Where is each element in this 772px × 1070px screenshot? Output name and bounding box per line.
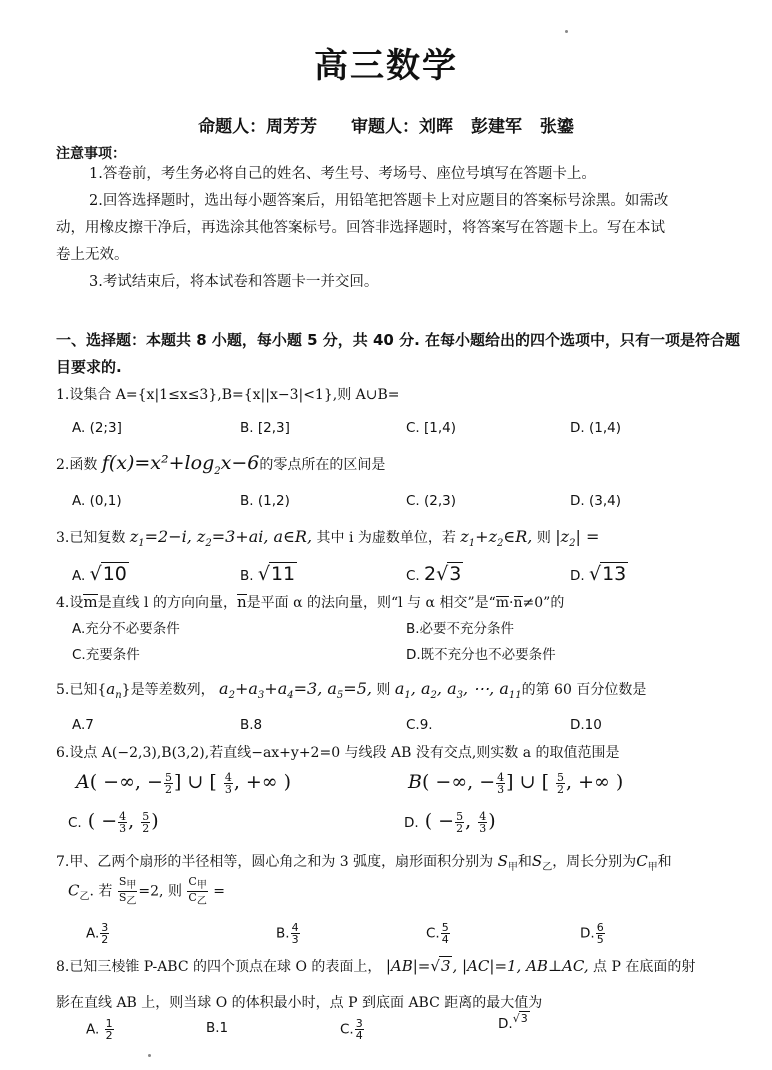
q1-option-b: B. [2,3] xyxy=(240,420,290,436)
note-item-2-line3: 卷上无效。 xyxy=(56,247,129,263)
q5-option-a: A.7 xyxy=(72,717,94,733)
q1-option-d: D. (1,4) xyxy=(570,420,621,436)
q5-option-b: B.8 xyxy=(240,717,263,733)
q7-l1d: 和 xyxy=(657,854,672,870)
q4-option-c: C.充要条件 xyxy=(72,647,140,663)
notes-heading: 注意事项： xyxy=(56,146,126,162)
q8-stem-line1 xyxy=(56,956,695,976)
q7-b-label: B. xyxy=(276,925,290,942)
q2-option-c: C. (2,3) xyxy=(406,493,457,509)
q1-option-c: C. [1,4) xyxy=(406,420,457,436)
q2-formula: $f(x)=x^2+\log_2x-6$ xyxy=(101,452,260,477)
q3-option-a: A. √10 xyxy=(72,563,127,585)
q7-option-c: C. $\frac{5}{4}$ xyxy=(426,921,449,946)
q1-option-a: A. (2;3] xyxy=(72,420,122,436)
author-line xyxy=(0,112,772,137)
note-item-1: 1.答卷前，考生务必将自己的姓名、考生号、考场号、座位号填写在答题卡上。 xyxy=(89,166,596,182)
q8-option-c: C. $\frac{3}{4}$ xyxy=(340,1017,363,1042)
q5-option-d: D.10 xyxy=(570,717,602,733)
q6-c-label: C. xyxy=(68,815,82,831)
q8-a-label: A. xyxy=(86,1021,100,1038)
q7-l1: 7.甲、乙两个扇形的半径相等，圆心角之和为 3 弧度，扇形面积分别为 xyxy=(56,854,494,870)
q8-option-b: B.1 xyxy=(206,1020,229,1036)
q3-option-d: D. √13 xyxy=(570,563,627,585)
q6-d-label: D. xyxy=(404,815,419,831)
q8-c-label: C. xyxy=(340,1021,354,1038)
q4-option-d: D.既不充分也不必要条件 xyxy=(406,647,556,663)
q5-option-c: C.9. xyxy=(406,717,433,733)
q3-stem xyxy=(56,527,599,549)
q6-option-b: B( −∞, − $\frac{4}{3}$ ] ∪ [ $\frac{5}{2}$ , +∞ ) xyxy=(408,770,624,796)
q3-mid: 其中 i 为虚数单位，若 xyxy=(316,530,456,546)
reviewer-3: 张鎏 xyxy=(539,117,574,137)
q3-formula-2: $z_1+z_2\in R$, xyxy=(460,527,533,550)
q8-stem-line2: 影在直线 AB 上，则当球 O 的体积最小时，点 P 到底面 ABC 距离的最大值为 xyxy=(56,995,543,1011)
q3-a-label: A. xyxy=(72,568,86,584)
q4-p4: ≠0”的 xyxy=(522,595,565,611)
reviewers: 审题人：刘晖 xyxy=(351,117,454,137)
q8-l1b: 点 P 在底面的射 xyxy=(593,959,696,975)
q2-option-a: A. (0,1) xyxy=(72,493,122,509)
q4-p1: 4.设 xyxy=(56,595,84,611)
q5-formula: $a_2+a_3+a_4=3$, $a_5=5$, xyxy=(219,679,372,702)
q3-a-val: 10 xyxy=(102,563,127,585)
q7-option-d: D. $\frac{6}{5}$ xyxy=(580,921,604,946)
composer: 命题人：周芳芳 xyxy=(198,117,318,137)
q5-sequence: $a_1$, $a_2$, $a_3$, ⋯, $a_{11}$ xyxy=(394,679,522,702)
q4-option-b: B.必要不充分条件 xyxy=(406,621,515,637)
q6-option-c: C. ( − $\frac{4}{3}$ , $\frac{5}{2}$ ) xyxy=(68,809,159,835)
section-heading: 一、选择题：本题共 8 小题，每小题 5 分，共 40 分. 在每小题给出的四个选项中，只有一项是符合题目要求的. xyxy=(56,331,741,376)
q7-stem-line1: 7.甲、乙两个扇形的半径相等，圆心角之和为 3 弧度，扇形面积分别为 $S_甲$和$S_乙$，周长分别为$C_甲$和 xyxy=(56,852,672,873)
q4-p2: 是直线 l 的方向向量， xyxy=(97,595,237,611)
q7-option-a: A. $\frac{3}{2}$ xyxy=(86,921,109,946)
q8-option-a: A. $\frac{1}{2}$ xyxy=(86,1017,113,1042)
q8-formula: |AB|=√3 , |AC|=1, AB⊥AC, xyxy=(385,957,589,975)
q5-stem: 5.已知$\{a_n\}$是等差数列， $a_2+a_3+a_4=3$, $a_5=5$, 则 $a_1$, $a_2$, $a_3$, ⋯, $a_{11}$的第 60 百分位数是 xyxy=(56,679,647,702)
q7-d-label: D. xyxy=(580,925,595,942)
vector-n: n xyxy=(236,593,247,611)
q2-option-b: B. (1,2) xyxy=(240,493,290,509)
q4-p3: 是平面 α 的法向量，则“l 与 α 相交”是“ xyxy=(246,595,496,611)
q2-pre: 2.函数 xyxy=(56,457,98,473)
q3-b-val: 11 xyxy=(270,563,296,585)
page-title: 高三数学 xyxy=(314,46,458,86)
q4-stem: 4.设m是直线 l 的方向向量，n是平面 α 的法向量，则“l 与 α 相交”是“m·n≠0”的 xyxy=(56,593,565,611)
q7-l2: 若 xyxy=(98,883,113,900)
note-item-3: 3.考试结束后，将本试卷和答题卡一并交回。 xyxy=(89,274,379,290)
vector-m-2: m xyxy=(495,595,510,611)
q5-pre: 5.已知{ xyxy=(56,682,107,698)
q3-d-val: 13 xyxy=(602,563,627,585)
reviewer-2: 彭建军 xyxy=(470,117,522,137)
q3-c-val: 3 xyxy=(449,563,462,585)
q3-formula-1: $z_1=2-i$, $z_2=3+ai$, a∈R, xyxy=(129,527,313,550)
vector-m: m xyxy=(83,593,98,611)
q8-option-d: D.$^{√3}$ xyxy=(498,1012,528,1032)
q2-post: 的零点所在的区间是 xyxy=(259,457,386,473)
q1-stem: 1.设集合 A={x|1≤x≤3},B={x||x−3|<1},则 A∪B= xyxy=(56,387,400,403)
q8-d-label: D. xyxy=(498,1016,513,1032)
q3-d-label: D. xyxy=(570,568,585,584)
q7-l2b: 则 xyxy=(167,883,182,900)
q8-l1: 8.已知三棱锥 P-ABC 的四个顶点在球 O 的表面上， xyxy=(56,959,382,975)
q3-option-c: C. 2√3 xyxy=(406,563,462,585)
q7-l1b: 和 xyxy=(517,854,532,870)
q7-a-label: A. xyxy=(86,925,100,942)
q3-formula-3: $|z_2|$ = xyxy=(555,527,600,550)
q3-b-label: B. xyxy=(240,568,254,584)
q7-c-label: C. xyxy=(426,925,440,942)
q3-option-b: B. √11 xyxy=(240,563,296,585)
speck-decoration xyxy=(565,30,568,33)
q6-option-d: D. ( − $\frac{5}{2}$ , $\frac{4}{3}$ ) xyxy=(404,809,496,835)
q5-post: 的第 60 百分位数是 xyxy=(521,682,647,698)
q2-option-d: D. (3,4) xyxy=(570,493,621,509)
vector-n-2: n xyxy=(513,595,523,611)
q4-option-a: A.充分不必要条件 xyxy=(72,621,180,637)
speck-decoration-2 xyxy=(148,1054,151,1057)
note-item-2-line2: 动，用橡皮擦干净后，再选涂其他答案标号。回答非选择题时，将答案写在答题卡上。写在本试 xyxy=(56,220,665,236)
q3-pre: 3.已知复数 xyxy=(56,530,126,546)
note-item-2-line1: 2.回答选择题时，选出每小题答案后，用铅笔把答题卡上对应题目的答案标号涂黑。如需改 xyxy=(89,193,669,209)
q7-option-b: B. $\frac{4}{3}$ xyxy=(276,921,299,946)
q6-stem: 6.设点 A(−2,3),B(3,2),若直线−ax+y+2=0 与线段 AB 没有交点,则实数 a 的取值范围是 xyxy=(56,745,620,761)
q2-stem xyxy=(56,452,385,477)
q3-c-label: C. xyxy=(406,568,420,584)
q5-mid: }是等差数列， xyxy=(121,682,215,698)
q7-stem-line2: $C_乙$. 若 $\frac{S_甲}{S_乙}$ =2, 则 $\frac{C_甲}{C_乙}$ = xyxy=(68,875,225,908)
q6-option-a: A( −∞, − $\frac{5}{2}$ ] ∪ [ $\frac{4}{3}$ , +∞ ) xyxy=(76,770,292,796)
q3-c-coef: 2 xyxy=(424,563,437,585)
q7-l1c: ，周长分别为 xyxy=(552,854,637,870)
q3-post: 则 xyxy=(536,530,551,546)
